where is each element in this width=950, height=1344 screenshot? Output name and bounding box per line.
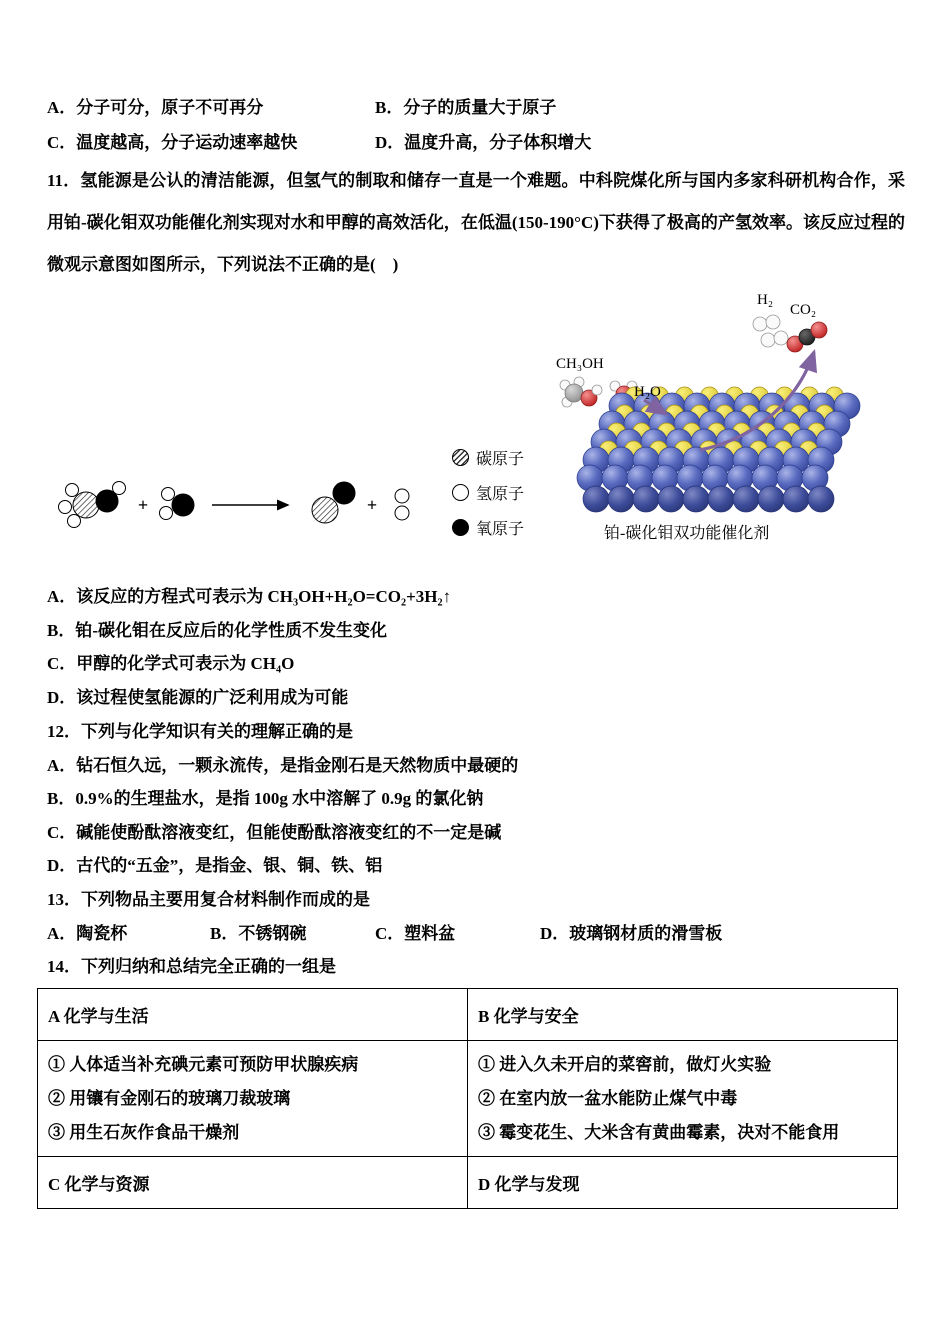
- q11-text: 11．氢能源是公认的清洁能源，但氢气的制取和储存一直是一个难题。中科院煤化所与国内多家科研机构合作，采用铂-碳化钼双功能催化剂实现对水和甲醇的高效活化，在低温(150-190°C)下获得了极高的产氢效率。该反应过程的微观示意图如图所示，下列说法不正确的是( ): [47, 171, 905, 274]
- table-footer-d: D 化学与发现: [468, 1157, 898, 1209]
- atom-legend: [452, 440, 524, 545]
- legend-hydrogen: [452, 475, 524, 510]
- legend-hydrogen-label: 氢原子: [476, 486, 525, 503]
- h2-label: H₂: [757, 292, 774, 308]
- catalyst-illustration: [552, 288, 897, 528]
- ch3oh-label: CH₃OH: [556, 356, 604, 372]
- q11-figure: [0, 284, 950, 562]
- hydrogen-atom-icon: [452, 484, 469, 501]
- q11-option-b: B．铂-碳化钼在反应后的化学性质不发生变化: [47, 621, 387, 640]
- cell-a-line-2: ② 用镶有金刚石的玻璃刀裁玻璃: [48, 1088, 291, 1108]
- legend-oxygen-label: 氧原子: [476, 521, 525, 538]
- co2-label: CO₂: [790, 302, 817, 318]
- hydrogen-molecule: [395, 489, 409, 520]
- table-header-b: B 化学与安全: [468, 989, 898, 1041]
- q11-option-c: C．甲醇的化学式可表示为 CH₄O: [47, 654, 295, 673]
- h2o-label: H₂O: [634, 384, 661, 400]
- table-body-row: [38, 1041, 898, 1157]
- carbon-dioxide-molecule: [312, 482, 355, 523]
- table-cell-a: [38, 1041, 468, 1157]
- q12-option-b: B．0.9%的生理盐水，是指 100g 水中溶解了 0.9g 的氯化钠: [47, 789, 484, 808]
- legend-carbon: [452, 440, 524, 475]
- q11-option-a: A．该反应的方程式可表示为 CH₃OH+H₂O=CO₂+3H₂↑: [47, 587, 452, 606]
- q12-option-a: A．钻石恒久远，一颗永流传，是指金刚石是天然物质中最硬的: [47, 756, 519, 775]
- cell-a-line-1: ① 人体适当补充碘元素可预防甲状腺疾病: [48, 1054, 359, 1074]
- q14-table: [37, 988, 898, 1209]
- legend-oxygen: [452, 510, 524, 545]
- hydrogen-3d-molecules: [753, 315, 788, 347]
- cell-b-line-1: ① 进入久未开启的菜窖前，做灯火实验: [478, 1054, 772, 1074]
- q10-option-b: B．分子的质量大于原子: [375, 98, 557, 117]
- q13-option-d: D．玻璃钢材质的滑雪板: [540, 924, 723, 943]
- q10-option-c: C．温度越高，分子运动速率越快: [47, 133, 298, 152]
- q12-option-d: D．古代的“五金”，是指金、银、铜、铁、铝: [47, 856, 383, 875]
- catalyst-lattice: [577, 387, 860, 512]
- catalyst-caption: 铂-碳化钼双功能催化剂: [604, 525, 770, 542]
- table-header-row: [38, 989, 898, 1041]
- reaction-equation: [40, 450, 460, 560]
- carbon-atom-icon: [452, 449, 469, 466]
- methanol-molecule: [59, 482, 126, 528]
- q10-option-a: A．分子可分，原子不可再分: [47, 98, 264, 117]
- water-molecule: [160, 488, 195, 520]
- q13-option-a: A．陶瓷杯: [47, 924, 128, 943]
- q11-option-d: D．该过程使氢能源的广泛利用成为可能: [47, 688, 349, 707]
- table-cell-b: [468, 1041, 898, 1157]
- q10-option-d: D．温度升高，分子体积增大: [375, 133, 592, 152]
- cell-b-line-2: ② 在室内放一盆水能防止煤气中毒: [478, 1088, 738, 1108]
- plus-sign: +: [137, 495, 149, 515]
- methanol-3d-molecule: [560, 377, 602, 407]
- q13-text: 13．下列物品主要用复合材料制作而成的是: [47, 890, 370, 909]
- oxygen-atom-icon: [452, 519, 469, 536]
- plus-sign-2: +: [366, 495, 378, 515]
- q13-option-c: C．塑料盆: [375, 924, 456, 943]
- legend-carbon-label: 碳原子: [476, 451, 525, 468]
- table-header-a: A 化学与生活: [38, 989, 468, 1041]
- cell-b-line-3: ③ 霉变花生、大米含有黄曲霉素，决对不能食用: [478, 1122, 840, 1142]
- q12-option-c: C．碱能使酚酞溶液变红，但能使酚酞溶液变红的不一定是碱: [47, 823, 502, 842]
- q12-text: 12．下列与化学知识有关的理解正确的是: [47, 722, 353, 741]
- table-footer-row: [38, 1157, 898, 1209]
- q13-option-b: B．不锈钢碗: [210, 924, 307, 943]
- table-footer-c: C 化学与资源: [38, 1157, 468, 1209]
- q14-text: 14．下列归纳和总结完全正确的一组是: [47, 957, 336, 976]
- carbon-dioxide-3d-molecule: [787, 322, 827, 352]
- cell-a-line-3: ③ 用生石灰作食品干燥剂: [48, 1122, 240, 1142]
